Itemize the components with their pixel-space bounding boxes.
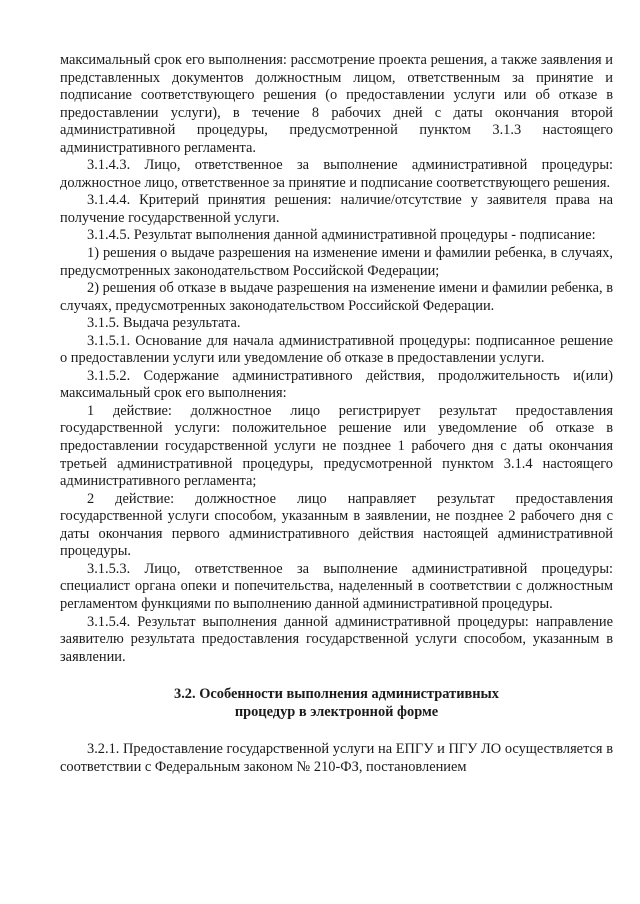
section-heading bbox=[60, 686, 613, 721]
section-heading-line-1: 3.2. Особенности выполнения административных bbox=[174, 686, 499, 703]
paragraph-3152-1: 1 действие: должностное лицо регистрирует результат предоставления государственной услуги: положительное решение или уведомление об отказе в предоставлении государственной услуги не позднее 1 рабочего дня с даты окончания третьей административной процедуры, предусмотренной пунктом 3.1.4 настоящего административного регламента; bbox=[60, 402, 613, 490]
paragraph-315: 3.1.5. Выдача результата. bbox=[87, 315, 241, 332]
paragraph-3152: 3.1.5.2. Содержание административного действия, продолжительность и(или) максимальный срок его выполнения: bbox=[60, 367, 613, 402]
paragraph-3145-2: 2) решения об отказе в выдаче разрешения на изменение имени и фамилии ребенка, в случаях, предусмотренных законодательством Российской Федерации. bbox=[60, 280, 613, 314]
paragraph-3143: 3.1.4.3. Лицо, ответственное за выполнение административной процедуры: должностное лицо, ответственное за принятие и подписание соответствующего решения. bbox=[60, 157, 613, 191]
paragraph-3145-1: 1) решения о выдаче разрешения на изменение имени и фамилии ребенка, в случаях, предусмотренных законодательством Российской Федерации; bbox=[60, 245, 613, 279]
paragraph-3153: 3.1.5.3. Лицо, ответственное за выполнение административной процедуры: специалист органа опеки и попечительства, наделенный в соответствии с должностным регламентом функциями по выполнению данной административной процедуры. bbox=[60, 560, 613, 612]
paragraph-321: 3.2.1. Предоставление государственной услуги на ЕПГУ и ПГУ ЛО осуществляется в соответствии с Федеральным законом № 210-ФЗ, постановлением bbox=[60, 741, 613, 775]
section-heading-line-2: процедур в электронной форме bbox=[234, 703, 439, 720]
paragraph-3144: 3.1.4.4. Критерий принятия решения: наличие/отсутствие у заявителя права на получение государственной услуги. bbox=[60, 192, 613, 226]
paragraph-3154: 3.1.5.4. Результат выполнения данной административной процедуры: направление заявителю результата предоставления государственной услуги способом, указанным в заявлении. bbox=[60, 613, 613, 665]
spacer bbox=[60, 666, 613, 686]
electronic-form-text-block bbox=[60, 741, 613, 776]
document-page bbox=[60, 52, 613, 776]
paragraph-3152-2: 2 действие: должностное лицо направляет результат предоставления государственной услуги способом, указанным в заявлении, не позднее 2 рабочего дня с даты окончания первого административного действия настоящей административной процедуры. bbox=[60, 490, 613, 560]
paragraph-3151: 3.1.5.1. Основание для начала административной процедуры: подписанное решение о предоставлении услуги или уведомление об отказе в предоставлении услуги. bbox=[60, 332, 613, 367]
spacer bbox=[60, 721, 613, 741]
paragraph-cont: максимальный срок его выполнения: рассмотрение проекта решения, а также заявления и представленных документов должностным лицом, ответственным за принятие и подписание соответствующего решения (о предоставлении услуги или об отказе в предоставлении услуги), в течение 8 рабочих дней с даты окончания второй административной процедуры, предусмотренной пунктом 3.1.3 настоящего административного регламента. bbox=[60, 52, 613, 156]
procedure-text-block bbox=[60, 52, 613, 666]
paragraph-3145: 3.1.4.5. Результат выполнения данной административной процедуры - подписание: bbox=[87, 227, 596, 244]
